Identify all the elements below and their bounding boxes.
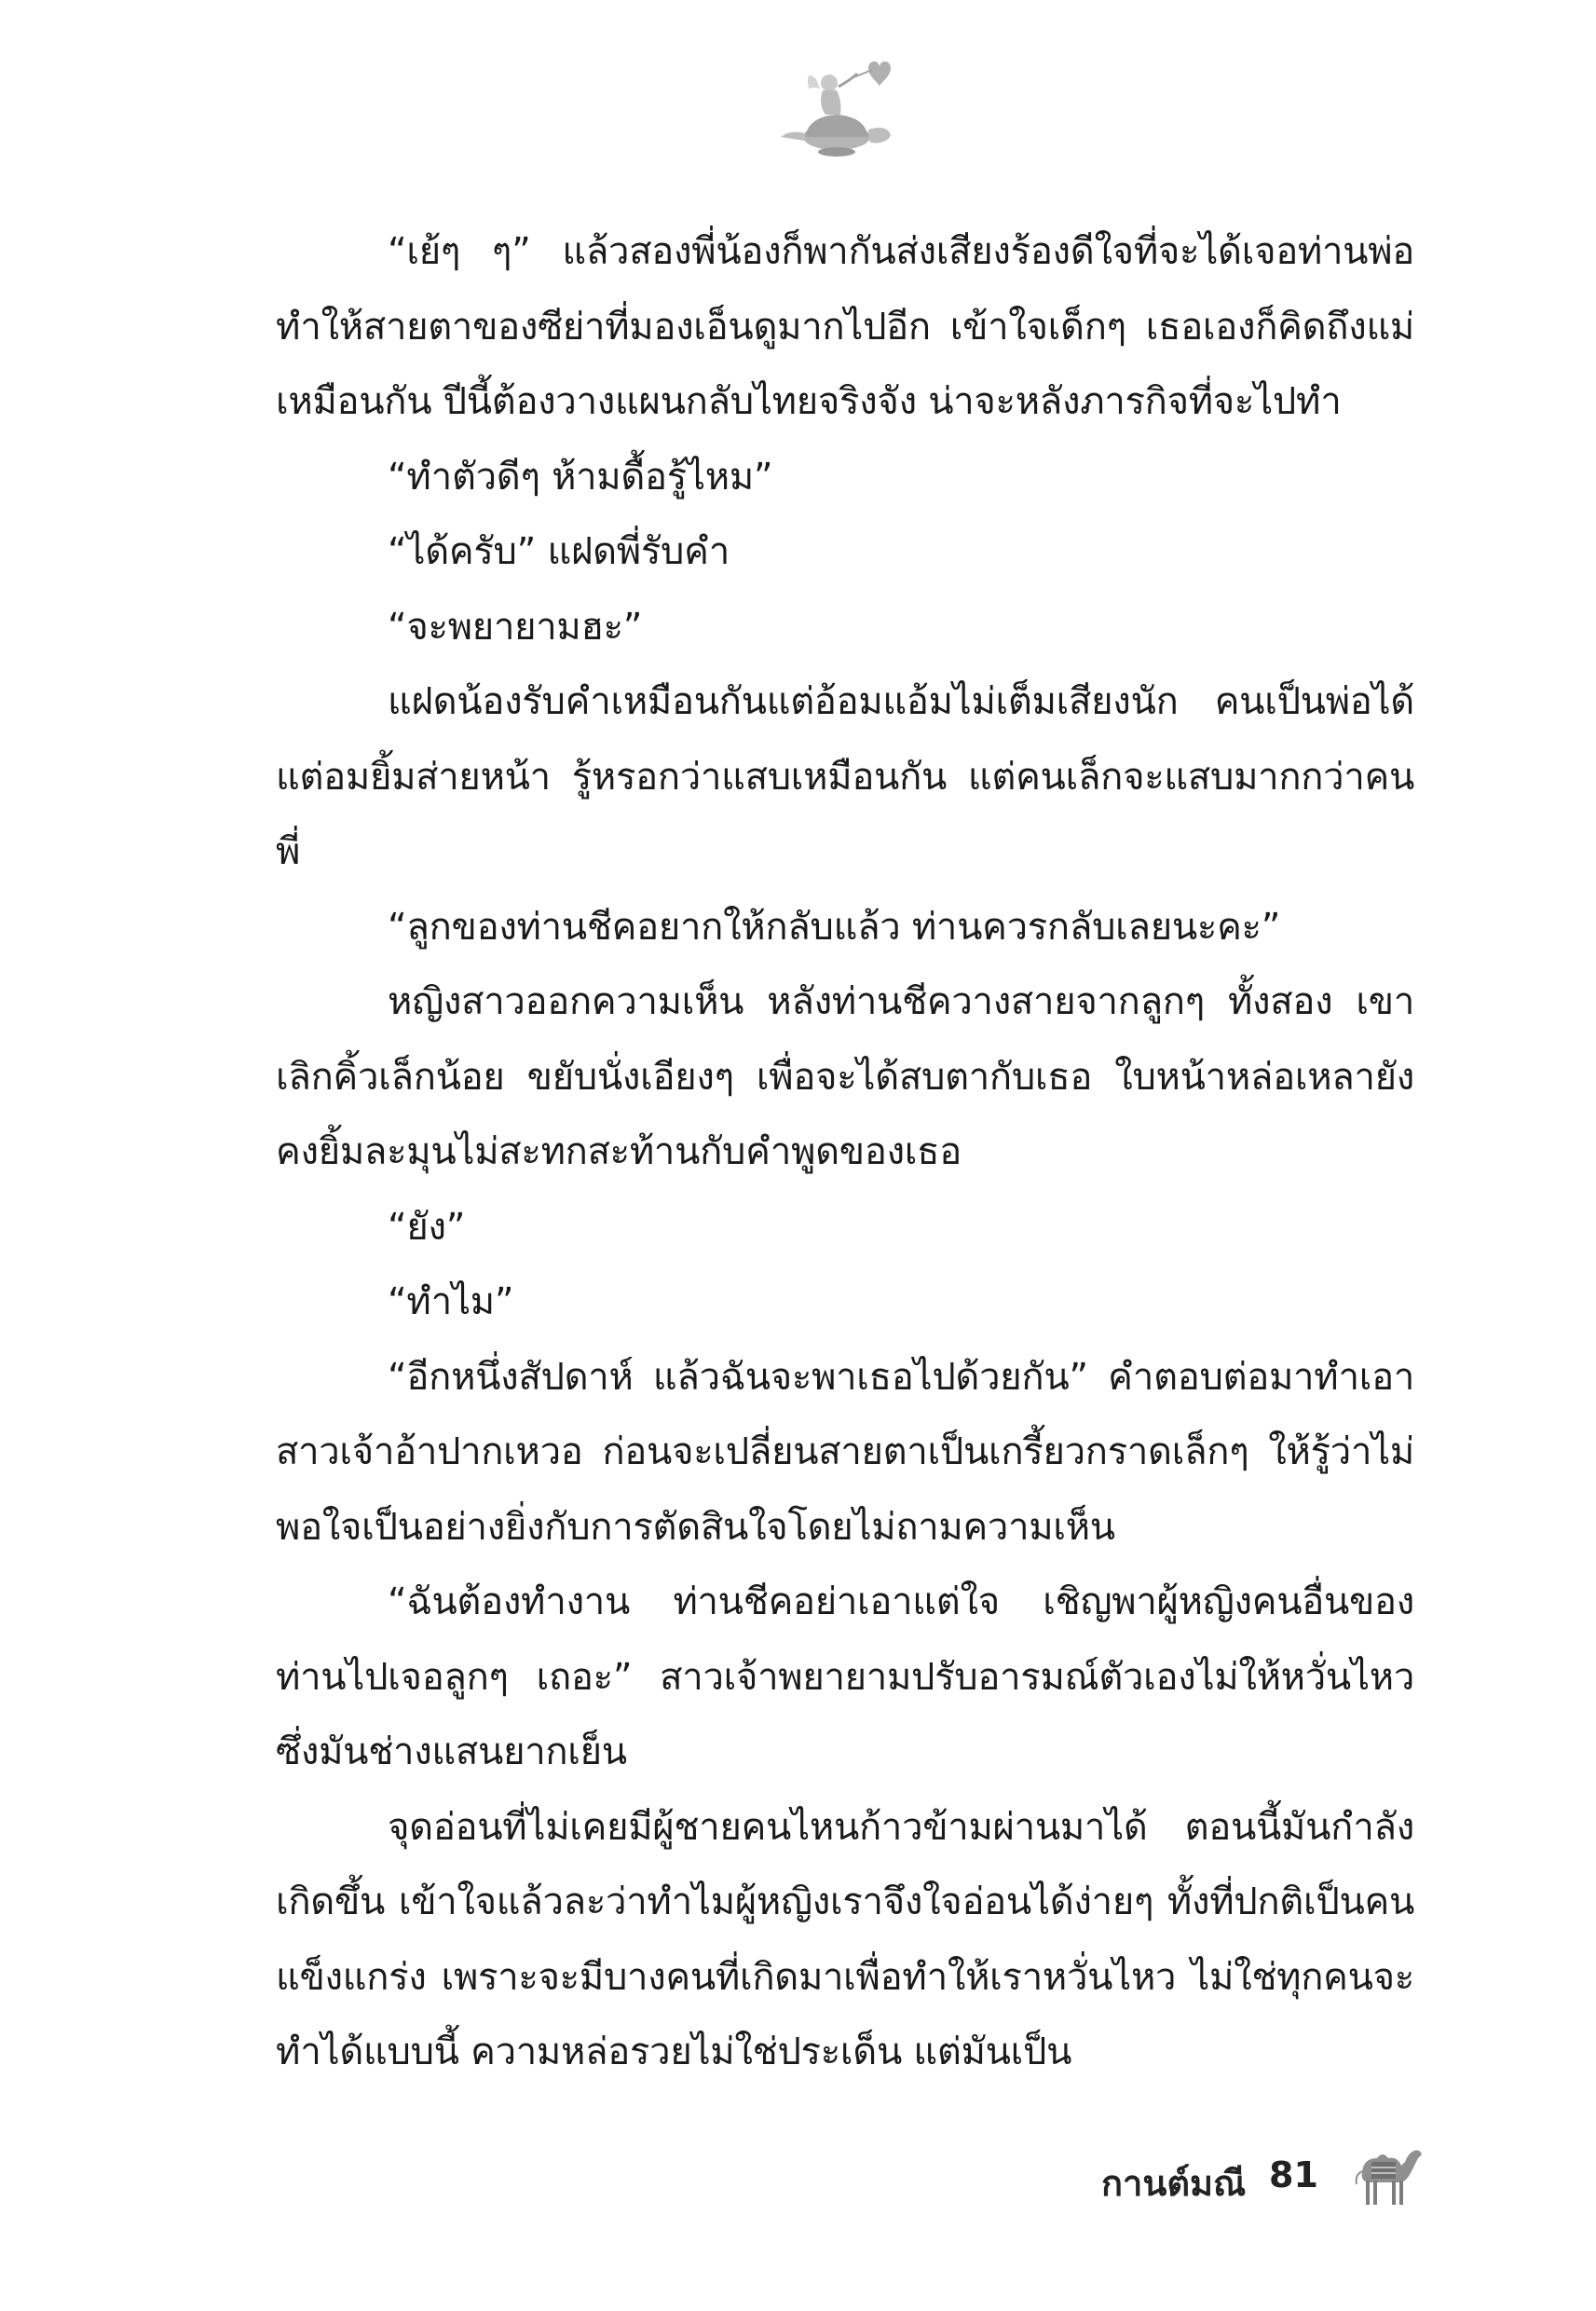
paragraph: “เย้ๆ ๆ” แล้วสองพี่น้องก็พากันส่งเสียงร้องดีใจที่จะได้เจอท่านพ่อ ทำให้สายตาของซีย่าที่มองเอ็นดูมากไปอีก เข้าใจเด็กๆ เธอเองก็คิดถึงแม่เหมือนกัน ปีนี้ต้องวางแผนกลับไทยจริงจัง น่าจะหลังภารกิจที่จะไปทำ <box>276 230 1414 423</box>
paragraph: หญิงสาวออกความเห็น หลังท่านชีควางสายจากลูกๆ ทั้งสอง เขาเลิกคิ้วเล็กน้อย ขยับนั่งเอียงๆ เพื่อจะได้สบตากับเธอ ใบหน้าหล่อเหลายังคงยิ้มละมุนไม่สะทกสะท้านกับคำพูดของเธอ <box>276 980 1414 1173</box>
paragraph: “ลูกของท่านชีคอยากให้กลับแล้ว ท่านควรกลับเลยนะคะ” <box>388 905 1281 949</box>
page-number: 81 <box>1269 2154 1318 2195</box>
body-text <box>276 214 1414 2090</box>
paragraph: “จะพยายามฮะ” <box>388 605 643 649</box>
camel-icon <box>1349 2134 1425 2210</box>
paragraph: “ยัง” <box>388 1205 466 1249</box>
paragraph: “อีกหนึ่งสัปดาห์ แล้วฉันจะพาเธอไปด้วยกัน” คำตอบต่อมาทำเอาสาวเจ้าอ้าปากเหวอ ก่อนจะเปลี่ยนสายตาเป็นเกรี้ยวกราดเล็กๆ ให้รู้ว่าไม่พอใจเป็นอย่างยิ่งกับการตัดสินใจโดยไม่ถามความเห็น <box>276 1355 1414 1549</box>
paragraph: จุดอ่อนที่ไม่เคยมีผู้ชายคนไหนก้าวข้ามผ่านมาได้ ตอนนี้มันกำลังเกิดขึ้น เข้าใจแล้วละว่าทำไมผู้หญิงเราจึงใจอ่อนได้ง่ายๆ ทั้งที่ปกติเป็นคนแข็งแกร่ง เพราะจะมีบางคนที่เกิดมาเพื่อทำให้เราหวั่นไหว ไม่ใช่ทุกคนจะทำได้แบบนี้ ความหล่อรวยไม่ใช่ประเด็น แต่มันเป็น <box>276 1805 1414 2073</box>
paragraph: “ฉันต้องทำงาน ท่านชีคอย่าเอาแต่ใจ เชิญพาผู้หญิงคนอื่นของท่านไปเจอลูกๆ เถอะ” สาวเจ้าพยายามปรับอารมณ์ตัวเองไม่ให้หวั่นไหว ซึ่งมันช่างแสนยากเย็น <box>276 1580 1414 1773</box>
paragraph: “ทำไม” <box>388 1280 514 1323</box>
paragraph: “ทำตัวดีๆ ห้ามดื้อรู้ไหม” <box>388 455 773 499</box>
cupid-teapot-ornament-icon <box>771 51 911 163</box>
paragraph: แฝดน้องรับคำเหมือนกันแต่อ้อมแอ้มไม่เต็มเสียงนัก คนเป็นพ่อได้แต่อมยิ้มส่ายหน้า รู้หรอกว่าแสบเหมือนกัน แต่คนเล็กจะแสบมากกว่าคนพี่ <box>276 680 1414 873</box>
paragraph: “ได้ครับ” แฝดพี่รับคำ <box>388 530 730 573</box>
footer-book-title: กานต์มณี <box>1101 2163 1247 2204</box>
